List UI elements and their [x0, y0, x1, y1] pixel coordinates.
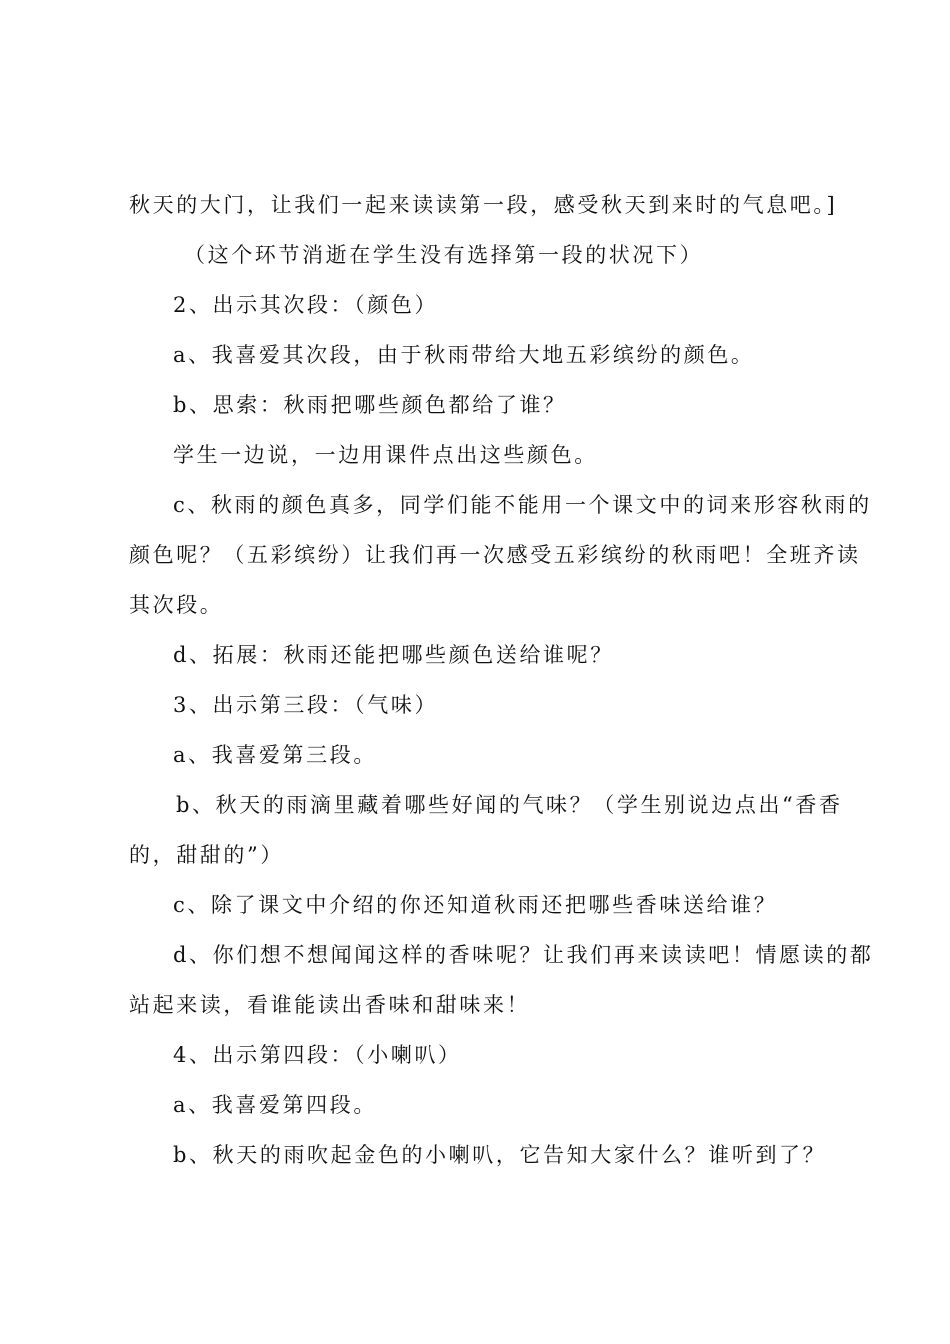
text-line-12: a、我喜爱第三段。 — [173, 743, 377, 767]
text-line-14: 的，甜甜的”） — [129, 843, 284, 867]
text-line-19: a、我喜爱第四段。 — [173, 1093, 377, 1117]
text-line-3: 2、出示其次段：（颜色） — [173, 293, 439, 317]
text-line-17: 站起来读，看谁能读出香味和甜味来！ — [129, 993, 531, 1017]
text-line-6: 学生一边说，一边用课件点出这些颜色。 — [173, 443, 598, 467]
text-line-7: c、秋雨的颜色真多，同学们能不能用一个课文中的词来形容秋雨的 — [173, 493, 872, 517]
text-line-1: 秋天的大门，让我们一起来读读第一段，感受秋天到来时的气息吧。] — [129, 193, 838, 217]
text-line-9: 其次段。 — [129, 593, 224, 617]
text-line-8: 颜色呢？（五彩缤纷）让我们再一次感受五彩缤纷的秋雨吧！全班齐读 — [129, 543, 861, 567]
text-line-15: c、除了课文中介绍的你还知道秋雨还把哪些香味送给谁？ — [173, 893, 778, 917]
text-line-11: 3、出示第三段：（气味） — [173, 693, 439, 717]
text-line-18: 4、出示第四段：（小喇叭） — [173, 1043, 462, 1067]
text-line-16: d、你们想不想闻闻这样的香味呢？让我们再来读读吧！情愿读的都 — [173, 943, 874, 967]
text-line-13: b、秋天的雨滴里藏着哪些好闻的气味？（学生别说边点出“香香 — [176, 793, 843, 817]
text-line-4: a、我喜爱其次段，由于秋雨带给大地五彩缤纷的颜色。 — [173, 343, 755, 367]
text-line-2: （这个环节消逝在学生没有选择第一段的状况下） — [184, 243, 704, 267]
text-line-5: b、思索：秋雨把哪些颜色都给了谁？ — [173, 393, 567, 417]
text-line-10: d、拓展：秋雨还能把哪些颜色送给谁呢？ — [173, 643, 614, 667]
text-line-20: b、秋天的雨吹起金色的小喇叭，它告知大家什么？谁听到了？ — [173, 1143, 827, 1167]
